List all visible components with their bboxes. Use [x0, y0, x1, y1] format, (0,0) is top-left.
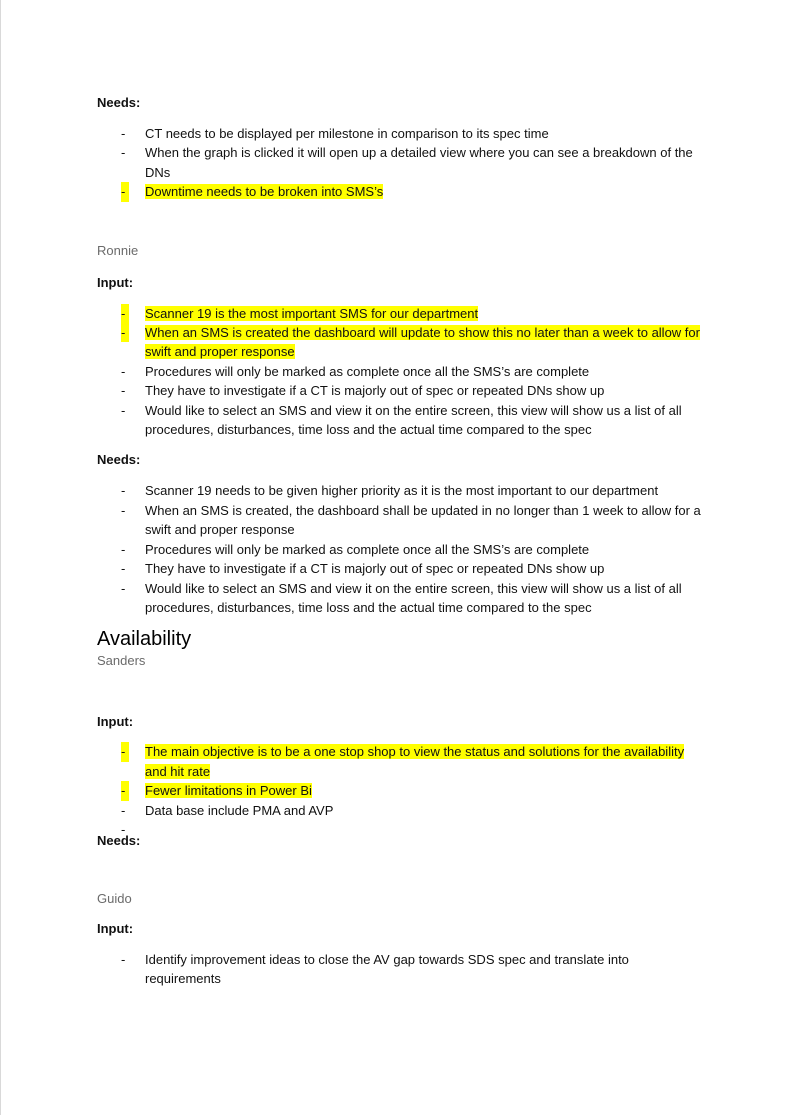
list-item	[97, 481, 707, 500]
dash-bullet: -	[121, 541, 126, 557]
dash-bullet: -	[121, 304, 129, 323]
list-item	[97, 124, 707, 143]
dash-bullet: -	[121, 126, 126, 141]
input-label: Input:	[97, 274, 134, 290]
dash-bullet: -	[121, 802, 126, 818]
list-item-text: Procedures will only be marked as complete once all the SMS’s are complete	[145, 363, 590, 379]
needs-label: Needs:	[97, 95, 141, 110]
list-item-text: CT needs to be displayed per milestone in comparison to its spec time	[145, 126, 549, 141]
person-name-ronnie: Ronnie	[97, 242, 139, 258]
list-item	[97, 801, 707, 820]
list-item	[97, 501, 707, 540]
needs-label: Needs:	[97, 832, 141, 848]
dash-bullet: -	[121, 323, 129, 342]
dash-bullet: -	[121, 363, 126, 379]
list-item	[97, 781, 707, 800]
list-item-text: Downtime needs to be broken into SMS’s	[145, 184, 384, 200]
input-label: Input:	[97, 714, 134, 730]
list-item-text: Scanner 19 is the most important SMS for our department	[145, 305, 479, 321]
list-item	[97, 304, 707, 323]
needs-list	[97, 124, 707, 202]
guido-input-list	[97, 950, 707, 989]
needs-label: Needs:	[97, 452, 141, 468]
dash-bullet: -	[121, 182, 129, 201]
input-label: Input:	[97, 920, 134, 936]
dash-bullet: -	[121, 561, 126, 577]
list-item-text: Identify improvement ideas to close the AV gap towards SDS spec and translate into requirements	[145, 951, 629, 987]
list-item-text: Would like to select an SMS and view it on the entire screen, this view will show us a list of all procedures, disturbances, time loss and the actual time compared to the spec	[145, 402, 682, 438]
list-item	[97, 559, 707, 578]
dash-bullet: -	[121, 821, 126, 837]
dash-bullet: -	[121, 951, 126, 967]
list-item	[97, 401, 707, 440]
list-item	[97, 182, 707, 201]
dash-bullet: -	[121, 502, 126, 518]
sanders-input-list	[97, 742, 707, 837]
list-item	[97, 323, 707, 362]
dash-bullet: -	[121, 145, 126, 161]
dash-bullet: -	[121, 580, 126, 596]
document-content	[97, 93, 707, 989]
person-name-sanders: Sanders	[97, 653, 146, 669]
list-item-text: Fewer limitations in Power Bi	[145, 783, 312, 799]
list-item-text: Scanner 19 needs to be given higher priority as it is the most important to our department	[145, 483, 659, 499]
dash-bullet: -	[121, 402, 126, 418]
ronnie-input-list	[97, 304, 707, 440]
section-heading-availability: Availability	[97, 628, 192, 651]
list-item-text: Would like to select an SMS and view it on the entire screen, this view will show us a list of all procedures, disturbances, time loss and the actual time compared to the spec	[145, 580, 682, 615]
ronnie-needs-list	[97, 481, 707, 617]
dash-bullet: -	[121, 781, 129, 800]
list-item-text: Procedures will only be marked as complete once all the SMS’s are complete	[145, 541, 590, 557]
dash-bullet: -	[121, 383, 126, 399]
person-name-guido: Guido	[97, 890, 132, 906]
list-item	[97, 742, 707, 781]
list-item	[97, 362, 707, 381]
list-item-text: When an SMS is created, the dashboard shall be updated in no longer than 1 week to allow for a swift and proper response	[145, 502, 701, 538]
list-item-text: They have to investigate if a CT is majorly out of spec or repeated DNs show up	[145, 383, 605, 399]
list-item-text: Data base include PMA and AVP	[145, 802, 334, 818]
list-item-text: When an SMS is created the dashboard will update to show this no later than a week to allow for swift and proper response	[145, 325, 700, 360]
list-item	[97, 950, 707, 989]
list-item	[97, 381, 707, 400]
dash-bullet: -	[121, 483, 126, 499]
dash-bullet: -	[121, 742, 129, 761]
list-item-text: They have to investigate if a CT is majorly out of spec or repeated DNs show up	[145, 561, 605, 577]
list-item-text: When the graph is clicked it will open up a detailed view where you can see a breakdown of the DNs	[145, 145, 693, 180]
list-item	[97, 579, 707, 618]
list-item	[97, 143, 707, 182]
list-item	[97, 540, 707, 559]
list-item-text: The main objective is to be a one stop shop to view the status and solutions for the availability and hit rate	[145, 744, 685, 779]
